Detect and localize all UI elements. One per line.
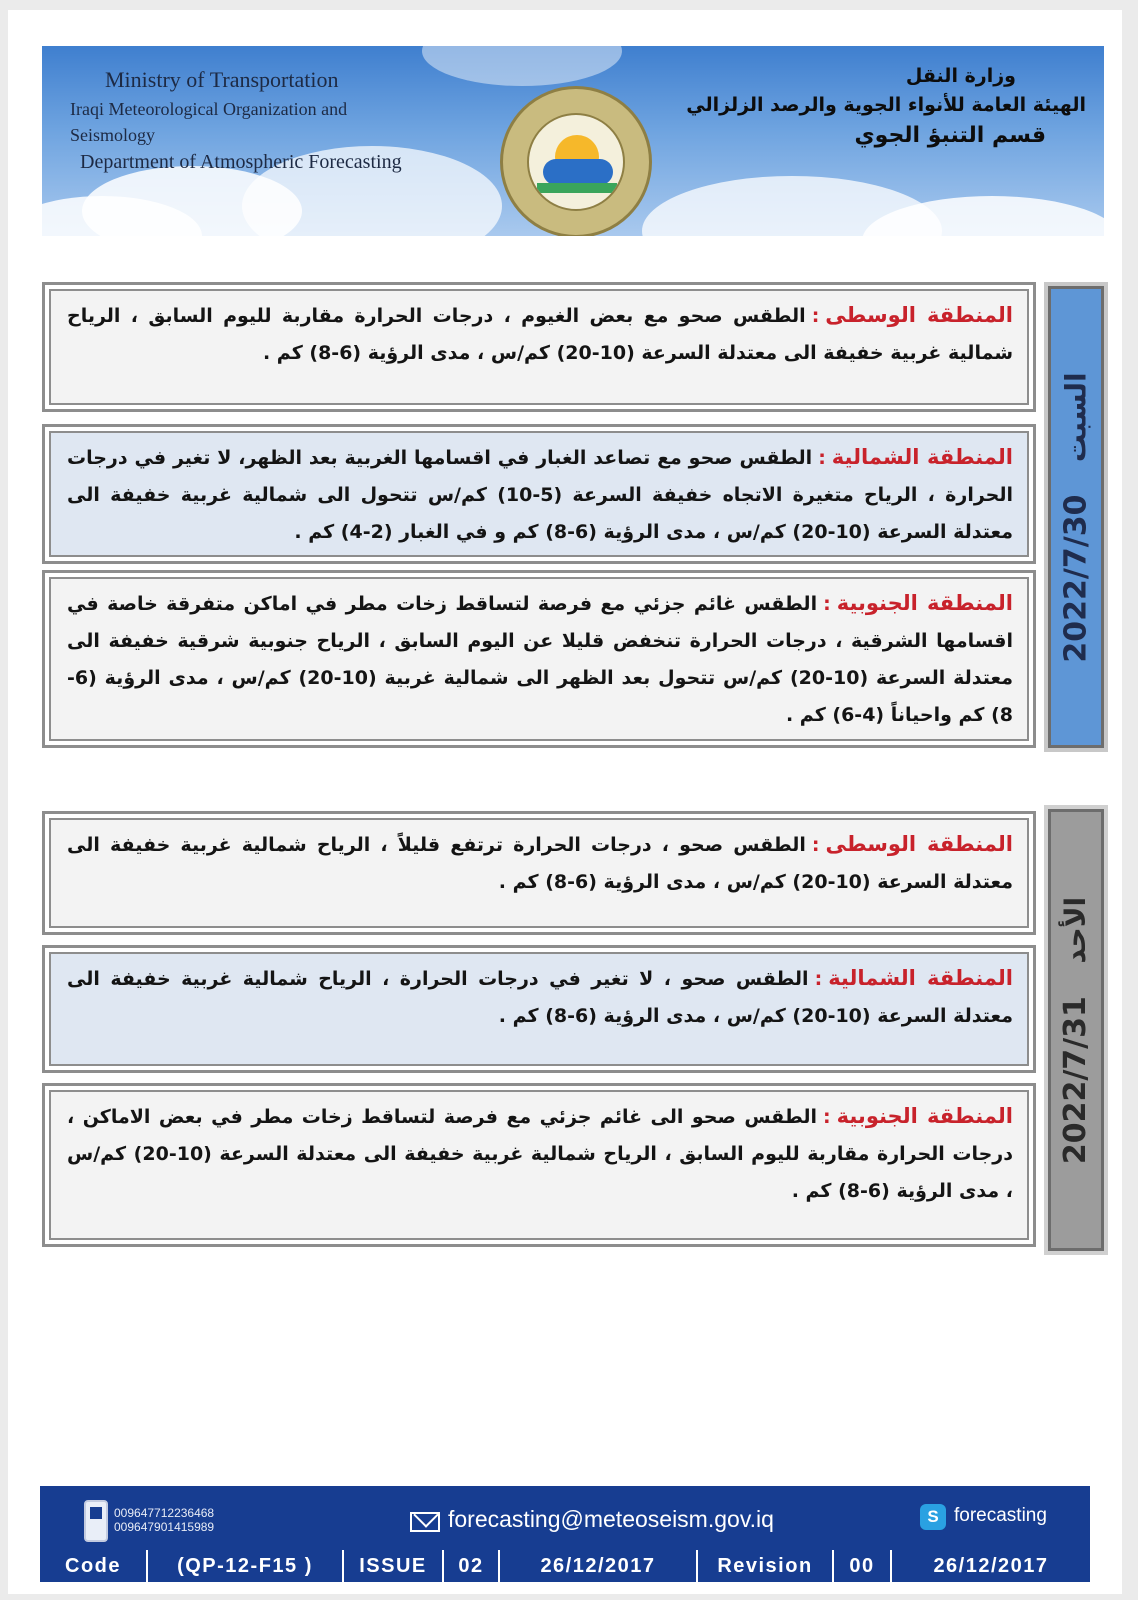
issue-number: 02: [442, 1550, 498, 1582]
english-header: [70, 64, 430, 177]
revision-label: Revision: [696, 1550, 832, 1582]
region-name: المنطقة الجنوبية: [836, 591, 1013, 615]
region-south: المنطقة الجنوبية:الطقس غائم جزئي مع فرصة لتساقط زخات مطر في اماكن متفرقة خاصة في اقسامها الشرقية ، درجات الحرارة تنخفض قليلا عن اليوم السابق ، الرياح جنوبية شرقية خفيفة الى معتدلة السرعة (10-20) كم/س تتحول بعد الظهر الى شمالية غربية (10-20) كم/س ، مدى الرؤية (6-8) كم واحياناً (4-6) كم .: [42, 570, 1036, 748]
day-name: الأحد: [1059, 896, 1093, 964]
issue-label: ISSUE: [342, 1550, 442, 1582]
department-name-en: Department of Atmospheric Forecasting: [80, 151, 402, 174]
department-name-ar: قسم التنبؤ الجوي: [854, 123, 1046, 148]
region-name: المنطقة الشمالية: [831, 445, 1013, 469]
header-banner: [42, 46, 1104, 236]
issue-date: 26/12/2017: [498, 1550, 696, 1582]
region-text: الطقس صحو ، درجات الحرارة ترتفع قليلاً ، الرياح شمالية غربية خفيفة الى معتدلة السرعة (10-20) كم/س ، مدى الرؤية (6-8) كم .: [67, 834, 1013, 893]
email-address: forecasting@meteoseism.gov.iq: [448, 1506, 774, 1532]
organization-seal-logo: [500, 86, 652, 236]
region-text: الطقس صحو ، لا تغير في درجات الحرارة ، الرياح شمالية غربية خفيفة الى معتدلة السرعة (10-20) كم/س ، مدى الرؤية (6-8) كم .: [67, 968, 1013, 1027]
region-text: الطقس صحو الى غائم جزئي مع فرصة لتساقط زخات مطر في بعض الاماكن ، درجات الحرارة مقاربة لليوم السابق ، الرياح شمالية غربية خفيفة الى معتدلة السرعة (10-20) كم/س ، مدى الرؤية (6-8) كم .: [67, 1106, 1013, 1202]
phone-icon: [84, 1500, 108, 1542]
region-text: الطقس صحو مع تصاعد الغبار في اقسامها الغربية بعد الظهر، لا تغير في درجات الحرارة ، الرياح متغيرة الاتجاه خفيفة السرعة (5-10) كم/س تتحول الى شمالية غربية خفيفة الى معتدلة السرعة (10-20) كم/س ، مدى الرؤية (6-8) كم و في الغبار (2-4) كم .: [67, 447, 1013, 543]
day-1-regions: [42, 282, 1036, 752]
region-name: المنطقة الوسطى: [825, 303, 1013, 327]
day-2-regions: [42, 805, 1036, 1255]
ministry-name-ar: وزارة النقل: [905, 65, 1016, 87]
ministry-name-en: Ministry of Transportation: [105, 67, 339, 92]
day-sidebar: [1044, 282, 1108, 752]
cloud-decoration: [422, 46, 622, 86]
code-label: Code: [65, 1554, 121, 1577]
region-central: المنطقة الوسطى:الطقس صحو مع بعض الغيوم ، درجات الحرارة مقاربة لليوم السابق ، الرياح شمالية غربية خفيفة الى معتدلة السرعة (10-20) كم/س ، مدى الرؤية (6-8) كم .: [42, 282, 1036, 412]
phone-number-2: 009647901415989: [114, 1520, 215, 1534]
skype-icon: S: [920, 1504, 946, 1530]
revision-date: 26/12/2017: [890, 1550, 1090, 1582]
region-name: المنطقة الجنوبية: [836, 1104, 1013, 1128]
arabic-header: [646, 62, 1086, 152]
footer: [40, 1486, 1090, 1582]
day-forecast-2: [42, 805, 1108, 1255]
organization-name-en: Iraqi Meteorological Organization and Seismology: [70, 98, 348, 145]
phone-number-1: 009647712236468: [114, 1506, 215, 1520]
region-name: المنطقة الوسطى: [825, 832, 1013, 856]
region-north: المنطقة الشمالية:الطقس صحو مع تصاعد الغبار في اقسامها الغربية بعد الظهر، لا تغير في درجات الحرارة ، الرياح متغيرة الاتجاه خفيفة السرعة (5-10) كم/س تتحول الى شمالية غربية خفيفة الى معتدلة السرعة (10-20) كم/س ، مدى الرؤية (6-8) كم و في الغبار (2-4) كم .: [42, 424, 1036, 564]
forecast-page: [8, 10, 1122, 1594]
day-date: 2022/7/31: [1058, 995, 1094, 1164]
region-text: الطقس صحو مع بعض الغيوم ، درجات الحرارة مقاربة لليوم السابق ، الرياح شمالية غربية خفيفة الى معتدلة السرعة (10-20) كم/س ، مدى الرؤية (6-8) كم .: [67, 305, 1013, 364]
day-sidebar: [1044, 805, 1108, 1255]
day-name: السبت: [1059, 371, 1093, 462]
day-date: 2022/7/30: [1058, 494, 1094, 663]
email-icon: [410, 1512, 440, 1532]
document-code-row: [40, 1550, 1090, 1582]
organization-name-ar: الهيئة العامة للأنواء الجوية والرصد الزلزالي: [686, 93, 1086, 116]
region-text: الطقس غائم جزئي مع فرصة لتساقط زخات مطر في اماكن متفرقة خاصة في اقسامها الشرقية ، درجات الحرارة تنخفض قليلا عن اليوم السابق ، الرياح جنوبية شرقية خفيفة الى معتدلة السرعة (10-20) كم/س تتحول بعد الظهر الى شمالية غربية (10-20) كم/س ، مدى الرؤية (6-8) كم واحياناً (4-6) كم .: [67, 593, 1014, 726]
region-south: المنطقة الجنوبية:الطقس صحو الى غائم جزئي مع فرصة لتساقط زخات مطر في بعض الاماكن ، درجات الحرارة مقاربة لليوم السابق ، الرياح شمالية غربية خفيفة الى معتدلة السرعة (10-20) كم/س ، مدى الرؤية (6-8) كم .: [42, 1083, 1036, 1247]
skype-handle: forecasting: [954, 1505, 1047, 1526]
code-value: (QP-12-F15 ): [146, 1550, 342, 1582]
region-name: المنطقة الشمالية: [828, 966, 1013, 990]
revision-number: 00: [832, 1550, 890, 1582]
region-central: المنطقة الوسطى:الطقس صحو ، درجات الحرارة ترتفع قليلاً ، الرياح شمالية غربية خفيفة الى معتدلة السرعة (10-20) كم/س ، مدى الرؤية (6-8) كم .: [42, 811, 1036, 935]
phone-numbers: [114, 1506, 214, 1534]
region-north: المنطقة الشمالية:الطقس صحو ، لا تغير في درجات الحرارة ، الرياح شمالية غربية خفيفة الى معتدلة السرعة (10-20) كم/س ، مدى الرؤية (6-8) كم .: [42, 945, 1036, 1073]
day-forecast-1: [42, 282, 1108, 752]
